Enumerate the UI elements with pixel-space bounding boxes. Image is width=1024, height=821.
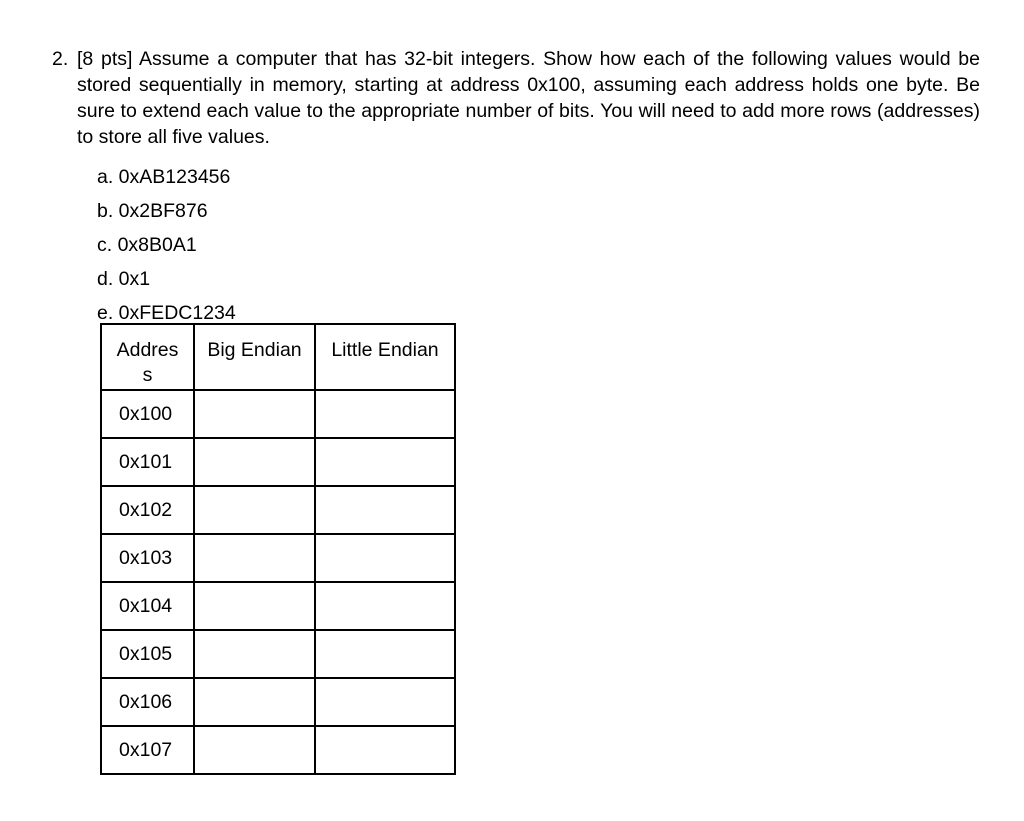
address-cell: 0x103 (101, 534, 194, 582)
value-list (97, 165, 236, 335)
table-row (101, 534, 455, 582)
question-text: [8 pts] Assume a computer that has 32-bit integers. Show how each of the following values would be stored sequentially in memory, starting at address 0x100, assuming each address holds one byte. Be sure to extend each value to the appropriate number of bits. You will need to add more rows (addresses) to store all five values. (77, 48, 980, 148)
address-cell: 0x101 (101, 438, 194, 486)
little-endian-cell[interactable] (315, 678, 455, 726)
table-row (101, 438, 455, 486)
question-number: 2. (52, 48, 69, 70)
little-endian-cell[interactable] (315, 726, 455, 774)
address-cell: 0x107 (101, 726, 194, 774)
table-header-row (101, 324, 455, 390)
option-d: d. 0x1 (97, 268, 151, 290)
option-b: b. 0x2BF876 (97, 200, 208, 222)
address-cell: 0x105 (101, 630, 194, 678)
address-cell: 0x102 (101, 486, 194, 534)
table-row (101, 486, 455, 534)
big-endian-cell[interactable] (194, 726, 315, 774)
table-row (101, 582, 455, 630)
big-endian-cell[interactable] (194, 630, 315, 678)
question-2 (52, 46, 980, 150)
table-row (101, 726, 455, 774)
header-big-endian: Big Endian (194, 324, 315, 390)
table-row (101, 678, 455, 726)
address-cell: 0x106 (101, 678, 194, 726)
table-row (101, 630, 455, 678)
little-endian-cell[interactable] (315, 630, 455, 678)
little-endian-cell[interactable] (315, 486, 455, 534)
big-endian-cell[interactable] (194, 582, 315, 630)
little-endian-cell[interactable] (315, 534, 455, 582)
big-endian-cell[interactable] (194, 438, 315, 486)
option-a: a. 0xAB123456 (97, 166, 231, 188)
little-endian-cell[interactable] (315, 438, 455, 486)
big-endian-cell[interactable] (194, 486, 315, 534)
header-address: Address (101, 324, 194, 390)
big-endian-cell[interactable] (194, 534, 315, 582)
address-cell: 0x100 (101, 390, 194, 438)
big-endian-cell[interactable] (194, 678, 315, 726)
big-endian-cell[interactable] (194, 390, 315, 438)
memory-table (100, 323, 456, 775)
option-e: e. 0xFEDC1234 (97, 302, 236, 324)
header-little-endian: Little Endian (315, 324, 455, 390)
little-endian-cell[interactable] (315, 582, 455, 630)
option-c: c. 0x8B0A1 (97, 234, 197, 256)
table-row (101, 390, 455, 438)
little-endian-cell[interactable] (315, 390, 455, 438)
address-cell: 0x104 (101, 582, 194, 630)
